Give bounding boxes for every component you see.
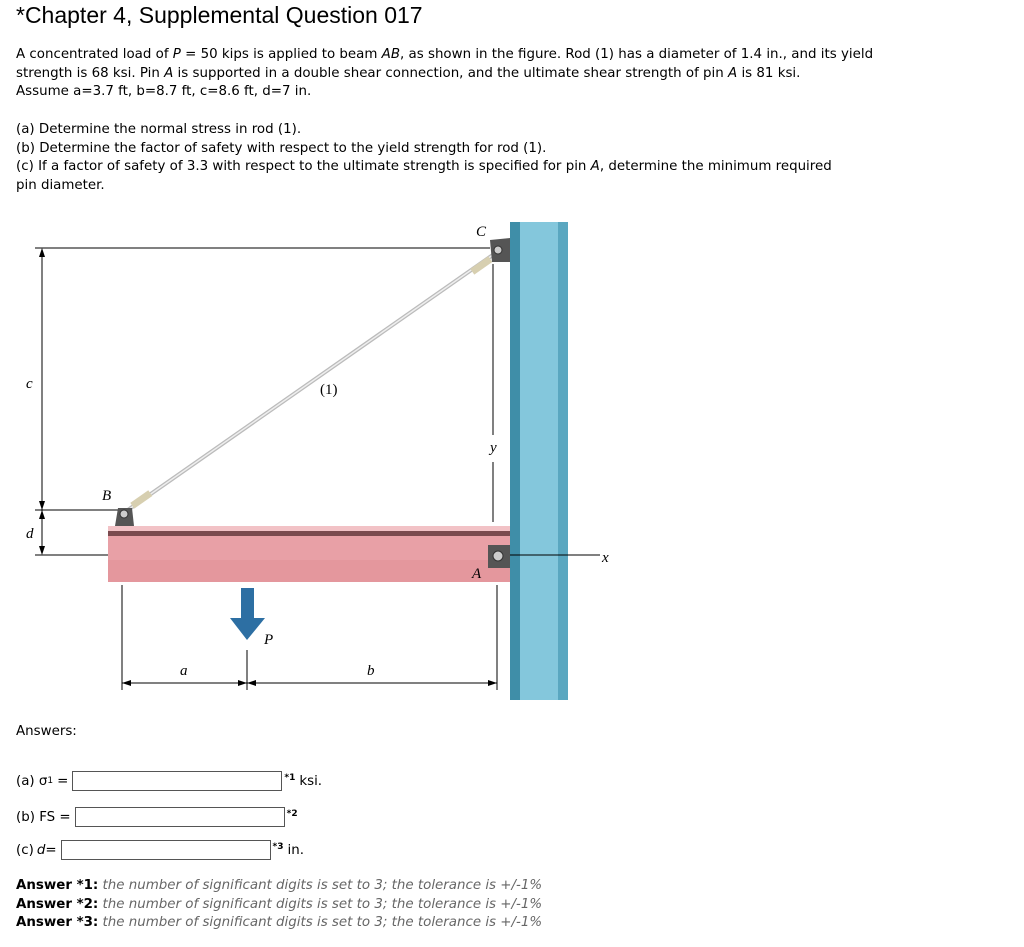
part-a: (a) Determine the normal stress in rod (1).	[16, 122, 302, 137]
answer-a-input[interactable]	[72, 771, 282, 791]
unit: in.	[287, 842, 304, 858]
dimension-arrows	[39, 248, 497, 686]
variable: d	[36, 842, 46, 858]
answer-ref: *3	[272, 842, 284, 852]
answer-notes	[16, 877, 542, 933]
label-p: P	[264, 632, 274, 648]
column	[510, 222, 568, 700]
page-title: *Chapter 4, Supplemental Question 017	[16, 2, 423, 28]
problem-statement	[16, 46, 873, 102]
label-b-dim: b	[367, 663, 375, 679]
text: pin diameter.	[16, 177, 105, 193]
answer-ref: *1	[284, 773, 296, 783]
text: A concentrated load of	[16, 47, 173, 62]
assumptions: Assume a=3.7 ft, b=8.7 ft, c=8.6 ft, d=7 in.	[16, 84, 312, 99]
text: A	[590, 159, 600, 174]
note-text: the number of significant digits is set to 3; the tolerance is +/-1%	[102, 896, 543, 912]
answer-a-row	[16, 771, 322, 791]
text: , as shown in the figure. Rod (1) has a diameter of 1.4 in., and its yield	[400, 47, 874, 62]
part-c: (c) If a factor of safety of 3.3 with respect to the ultimate strength is specified for pin	[16, 159, 591, 174]
text: P	[172, 47, 181, 62]
note-label: Answer *1:	[16, 878, 99, 893]
text: is 81 ksi.	[737, 65, 801, 81]
rod-end-b	[130, 490, 152, 508]
answer-ref: *2	[286, 809, 298, 819]
label-a-dim: a	[180, 663, 188, 679]
answer-c-input[interactable]	[61, 840, 271, 860]
answer-c-row	[16, 840, 304, 860]
label-b: B	[102, 488, 112, 504]
answer-c-label: (c)	[16, 842, 34, 858]
beam-ab	[108, 526, 510, 582]
answer-b-row	[16, 807, 302, 827]
pin-c	[490, 238, 510, 262]
label-c: C	[476, 224, 487, 240]
text: AB	[381, 47, 401, 62]
equals: =	[57, 773, 69, 789]
text: is supported in a double shear connection, and the ultimate shear strength of pin	[173, 65, 729, 81]
load-arrow-p	[230, 588, 265, 640]
note-text: the number of significant digits is set to 3; the tolerance is +/-1%	[102, 878, 543, 893]
text: strength is 68 ksi. Pin	[16, 65, 165, 81]
note-text: the number of significant digits is set to 3; the tolerance is +/-1%	[102, 915, 543, 930]
answers-heading: Answers:	[16, 724, 77, 739]
note-3	[16, 914, 542, 933]
text: = 50 kips is applied to beam	[180, 47, 382, 62]
text: , determine the minimum required	[599, 159, 832, 174]
label-y-axis: y	[490, 440, 497, 456]
part-b: (b) Determine the factor of safety with respect to the yield strength for rod (1).	[16, 140, 547, 156]
answer-b-label: (b) FS =	[16, 809, 71, 825]
unit: ksi.	[299, 773, 323, 789]
subscript: 1	[47, 776, 54, 786]
note-label: Answer *2:	[16, 896, 99, 912]
pin-a	[488, 545, 510, 568]
label-a-pin: A	[472, 566, 482, 582]
answer-a-label: (a) σ	[16, 773, 48, 789]
text: A	[164, 65, 174, 81]
rod-end-c	[470, 256, 492, 274]
note-1	[16, 877, 542, 896]
pin-b	[115, 508, 134, 526]
label-d-dim: d	[26, 526, 34, 542]
text: A	[728, 65, 738, 81]
note-label: Answer *3:	[16, 915, 99, 930]
beam-figure	[0, 210, 640, 710]
label-c-dim: c	[26, 376, 33, 392]
problem-parts	[16, 121, 832, 195]
label-rod: (1)	[320, 382, 338, 398]
note-2	[16, 896, 542, 915]
label-x-axis: x	[602, 550, 609, 566]
equals: =	[45, 842, 57, 858]
answer-b-input[interactable]	[75, 807, 285, 827]
